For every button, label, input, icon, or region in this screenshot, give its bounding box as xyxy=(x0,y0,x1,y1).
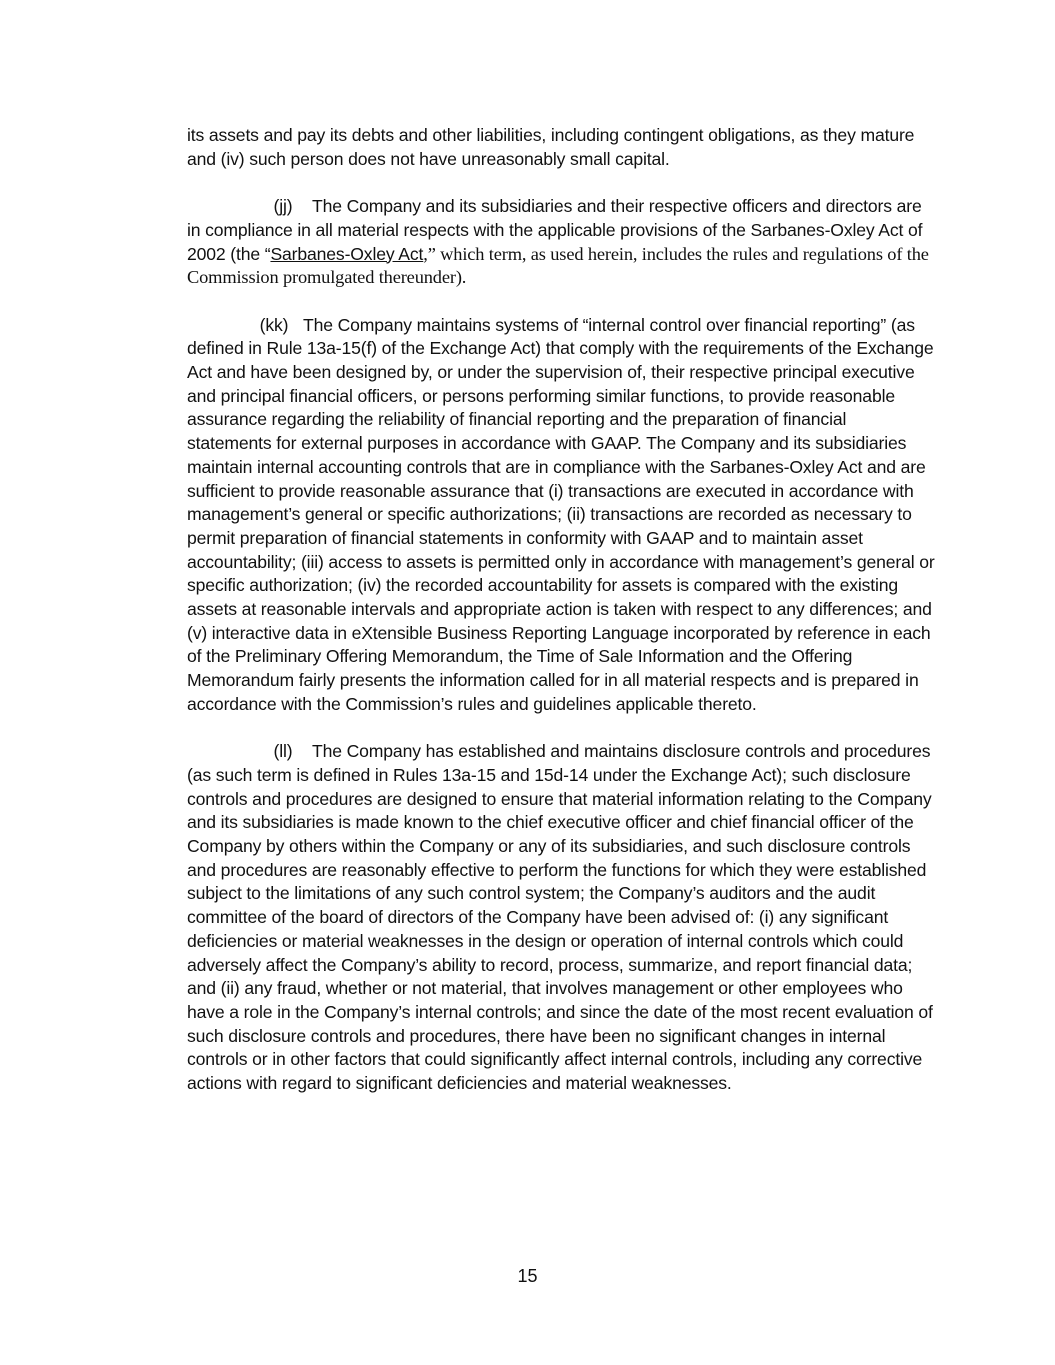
document-body xyxy=(187,124,935,1119)
paragraph-jj xyxy=(187,195,935,290)
page-number: 15 xyxy=(517,1266,538,1286)
paragraph-continuation xyxy=(187,124,935,171)
paragraph-text: The Company has established and maintains disclosure controls and procedures (as such term is defined in Rules 13a-15 and 15d-14 under the Exchange Act); such disclosure controls and procedures are designed to ensure that material information relating to the Company and its subsidiaries is made known to the chief executive officer and chief financial officer of the Company by others within the Company or any of its subsidiaries, and such disclosure controls and procedures are reasonably effective to perform the functions for which they were established subject to the limitations of any such control system; the Company’s auditors and the audit committee of the board of directors of the Company have been advised of: (i) any significant deficiencies or material weaknesses in the design or operation of internal controls which could adversely affect the Company’s ability to record, process, summarize, and report financial data; and (ii) any fraud, whether or not material, that involves management or other employees who have a role in the Company’s internal controls; and since the date of the most recent evaluation of such disclosure controls and procedures, there have been no significant changes in internal controls or in other factors that could significantly affect internal controls, including any corrective actions with regard to significant deficiencies and material weaknesses. xyxy=(187,741,933,1094)
paragraph-label: (ll) xyxy=(273,741,293,762)
paragraph-text: its assets and pay its debts and other liabilities, including contingent obligations, as they mature and (iv) such person does not have unreasonably small capital. xyxy=(187,125,915,169)
paragraph-label: (jj) xyxy=(273,196,293,217)
paragraph-text-continued: ,” which term, as used herein, includes the rules and regulations of the Commission promulgated thereunder). xyxy=(187,243,929,288)
paragraph-ll xyxy=(187,740,935,1096)
defined-term: Sarbanes-Oxley Act xyxy=(270,243,424,264)
paragraph-text: The Company maintains systems of “internal control over financial reporting” (as defined in Rule 13a-15(f) of the Exchange Act) that comply with the requirements of the Exchange Act and have been designed by, or under the supervision of, their respective principal executive and principal financial officers, or persons performing similar functions, to provide reasonable assurance regarding the reliability of financial reporting and the preparation of financial statements for external purposes in accordance with GAAP. The Company and its subsidiaries maintain internal accounting controls that are in compliance with the Sarbanes-Oxley Act and are sufficient to provide reasonable assurance that (i) transactions are executed in accordance with management’s general or specific authorizations; (ii) transactions are recorded as necessary to permit preparation of financial statements in conformity with GAAP and to maintain asset accountability; (iii) access to assets is permitted only in accordance with management’s general or specific authorization; (iv) the recorded accountability for assets is compared with the existing assets at reasonable intervals and appropriate action is taken with respect to any differences; and (v) interactive data in eXtensible Business Reporting Language incorporated by reference in each of the Preliminary Offering Memorandum, the Time of Sale Information and the Offering Memorandum fairly presents the information called for in all material respects and is prepared in accordance with the Commission’s rules and guidelines applicable thereto. xyxy=(187,314,935,714)
paragraph-label: (kk) xyxy=(259,314,289,335)
paragraph-text: The Company and its subsidiaries and their respective officers and directors are in compliance in all material respects with the applicable provisions of the Sarbanes-Oxley Act of 2002 (the “ xyxy=(187,196,923,264)
paragraph-kk xyxy=(187,314,935,717)
